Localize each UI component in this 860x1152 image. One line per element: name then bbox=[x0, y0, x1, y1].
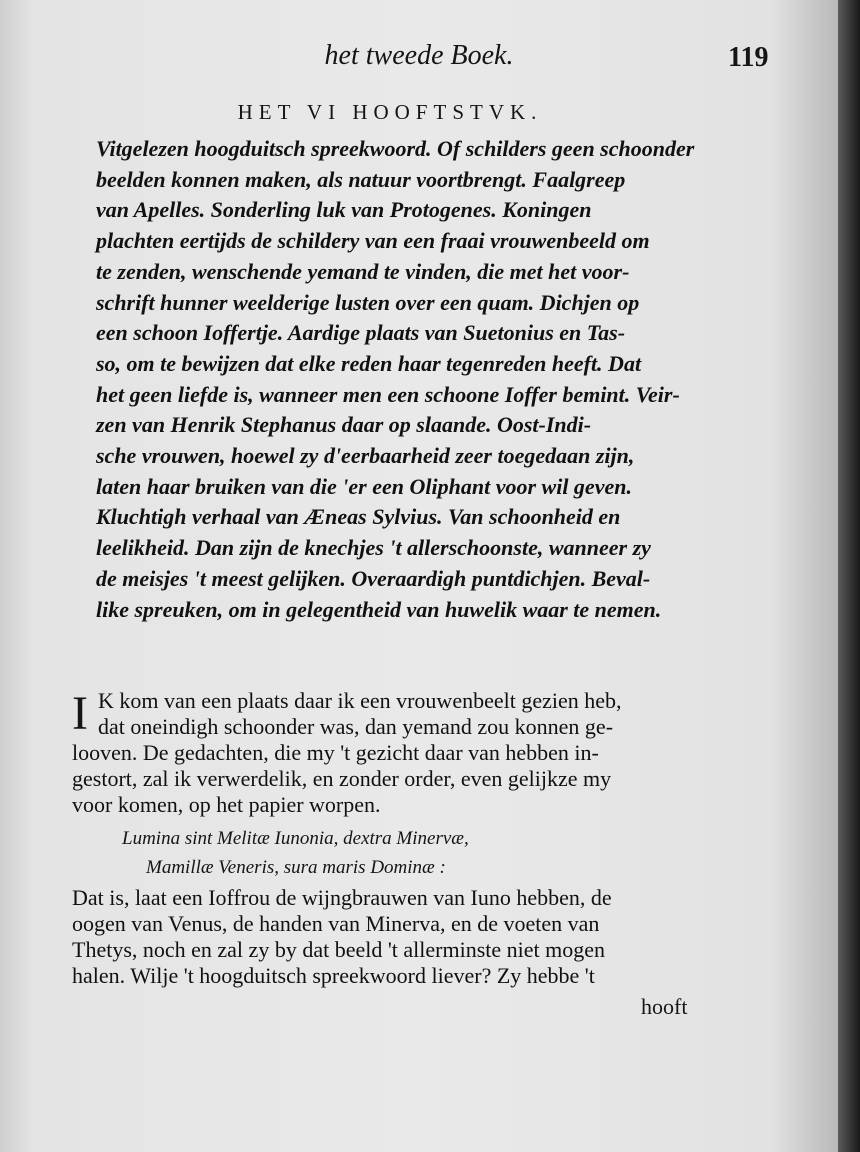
body-line: gestort, zal ik verwerdelik, en zonder order, even gelijkze my bbox=[72, 766, 612, 791]
catchword: hooft bbox=[641, 994, 688, 1019]
verse-line: Lumina sint Melitæ Iunonia, dextra Minervæ, bbox=[122, 828, 469, 849]
body-line: oogen van Venus, de handen van Minerva, en de voeten van bbox=[72, 911, 600, 936]
drop-cap: I bbox=[72, 687, 88, 740]
verse-line: Mamillæ Veneris, sura maris Dominæ : bbox=[146, 857, 446, 878]
chapter-summary bbox=[96, 134, 706, 625]
summary-line: zen van Henrik Stephanus daar op slaande. Oost-Indi- bbox=[96, 412, 592, 438]
body-line: voor komen, op het papier worpen. bbox=[72, 792, 381, 817]
summary-line: Kluchtigh verhaal van Æneas Sylvius. Van schoonheid en bbox=[96, 504, 621, 530]
summary-line: beelden konnen maken, als natuur voortbrengt. Faalgreep bbox=[96, 166, 626, 192]
body-line: halen. Wilje 't hoogduitsch spreekwoord liever? Zy hebbe 't bbox=[72, 963, 595, 988]
chapter-heading: HET VI HOOFTSTVK. bbox=[237, 100, 543, 124]
body-line: K kom van een plaats daar ik een vrouwenbeelt gezien heb, bbox=[98, 688, 622, 713]
closing-paragraph bbox=[72, 885, 712, 989]
page-edge bbox=[838, 0, 860, 1152]
summary-line: het geen liefde is, wanneer men een schoone Ioffer bemint. Veir- bbox=[96, 381, 680, 407]
latin-verse bbox=[122, 824, 469, 882]
running-head: het tweede Boek. bbox=[324, 40, 514, 71]
body-line: dat oneindigh schoonder was, dan yemand zou konnen ge- bbox=[98, 714, 614, 739]
summary-line: de meisjes 't meest gelijken. Overaardigh puntdichjen. Beval- bbox=[96, 565, 651, 591]
body-line: looven. De gedachten, die my 't gezicht daar van hebben in- bbox=[72, 740, 599, 765]
body-paragraph bbox=[72, 688, 712, 818]
summary-line: schrift hunner weelderige lusten over een quam. Dichjen op bbox=[96, 289, 640, 315]
summary-line: laten haar bruiken van die 'er een Oliphant voor wil geven. bbox=[96, 473, 632, 499]
summary-line: like spreuken, om in gelegentheid van huwelik waar te nemen. bbox=[96, 596, 662, 622]
page-number: 119 bbox=[728, 42, 769, 73]
summary-line: een schoon Ioffertje. Aardige plaats van Suetonius en Tas- bbox=[96, 320, 626, 346]
summary-line: leelikheid. Dan zijn de knechjes 't allerschoonste, wanneer zy bbox=[96, 535, 651, 561]
summary-line: so, om te bewijzen dat elke reden haar tegenreden heeft. Dat bbox=[96, 350, 642, 376]
body-line: Dat is, laat een Ioffrou de wijngbrauwen van Iuno hebben, de bbox=[72, 885, 612, 910]
summary-line: te zenden, wenschende yemand te vinden, die met het voor- bbox=[96, 258, 630, 284]
summary-line: van Apelles. Sonderling luk van Protogenes. Koningen bbox=[96, 197, 592, 223]
summary-line: plachten eertijds de schildery van een fraai vrouwenbeeld om bbox=[96, 228, 650, 254]
body-line: Thetys, noch en zal zy by dat beeld 't allerminste niet mogen bbox=[72, 937, 606, 962]
summary-line: sche vrouwen, hoewel zy d'eerbaarheid zeer toegedaan zijn, bbox=[96, 443, 635, 469]
summary-line: Vitgelezen hoogduitsch spreekwoord. Of schilders geen schoonder bbox=[96, 136, 695, 161]
